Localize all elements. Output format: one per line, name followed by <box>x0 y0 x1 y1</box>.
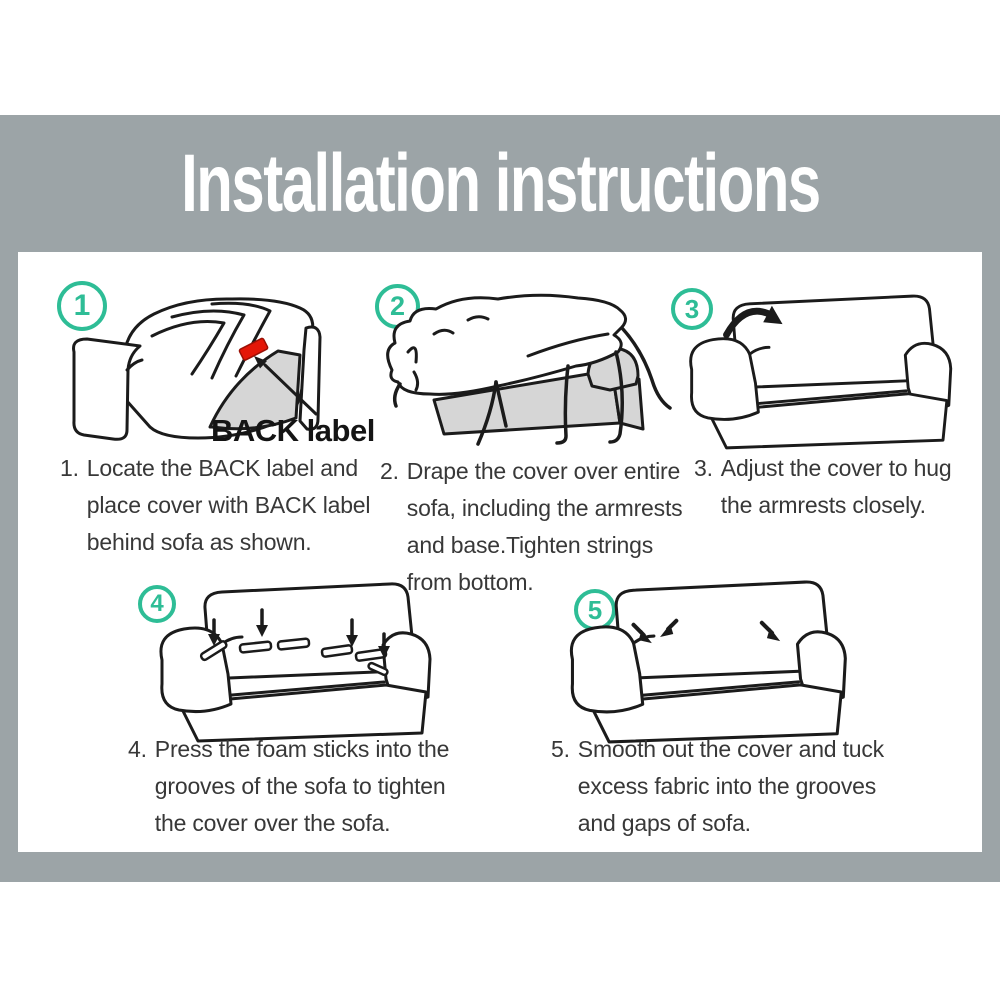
sofa-foam-sticks-illustration <box>152 580 452 745</box>
left-armrest-shape <box>691 339 759 420</box>
backrest-shape <box>205 584 414 678</box>
caption-line: the armrests closely. <box>720 492 926 518</box>
caption-text <box>721 450 952 524</box>
caption-text <box>87 450 371 561</box>
left-armrest-shape <box>571 627 642 712</box>
foam-stick <box>278 638 310 649</box>
page-title: Installation instructions <box>180 137 820 229</box>
caption-line: and gaps of sofa. <box>577 810 751 836</box>
caption-line: Adjust the cover to hug <box>720 455 952 481</box>
back-label-annotation: BACK label <box>211 413 375 448</box>
caption-line: and base.Tighten strings <box>406 532 654 558</box>
backrest-shape <box>616 582 829 678</box>
caption-line: Drape the cover over entire <box>406 458 681 484</box>
step-4-badge-number: 4 <box>150 590 164 617</box>
step-3-badge-number: 3 <box>684 293 700 324</box>
sofa-smooth-cover-illustration <box>562 578 868 746</box>
caption-text <box>578 731 884 842</box>
caption-number: 1. <box>60 455 79 481</box>
caption-text <box>155 731 449 842</box>
step-1-badge-number: 1 <box>73 289 91 322</box>
caption-line: excess fabric into the grooves <box>577 773 877 799</box>
step-2-badge-number: 2 <box>389 291 406 321</box>
caption-number: 2. <box>380 458 399 484</box>
caption-line: grooves of the sofa to tighten <box>154 773 446 799</box>
caption-line: place cover with BACK label <box>86 492 371 518</box>
step-4-caption <box>128 731 449 842</box>
caption-number: 5. <box>551 736 570 762</box>
step-5-caption <box>551 731 884 842</box>
left-armrest-shape <box>161 628 231 712</box>
step-3-caption <box>694 450 951 524</box>
caption-line: the cover over the sofa. <box>154 810 391 836</box>
foam-stick <box>240 641 272 652</box>
sofa-adjust-cover-illustration <box>682 292 972 452</box>
header-band <box>0 115 1000 252</box>
caption-line: from bottom. <box>406 569 534 595</box>
caption-line: Smooth out the cover and tuck <box>577 736 884 762</box>
step-1-caption <box>60 450 370 561</box>
caption-line: Locate the BACK label and <box>86 455 358 481</box>
caption-number: 3. <box>694 455 713 481</box>
step-5-badge-number: 5 <box>587 594 603 625</box>
caption-number: 4. <box>128 736 147 762</box>
caption-line: sofa, including the armrests <box>406 495 683 521</box>
caption-line: behind sofa as shown. <box>86 529 312 555</box>
caption-line: Press the foam sticks into the <box>154 736 450 762</box>
sofa-draped-cover-illustration <box>380 292 680 462</box>
